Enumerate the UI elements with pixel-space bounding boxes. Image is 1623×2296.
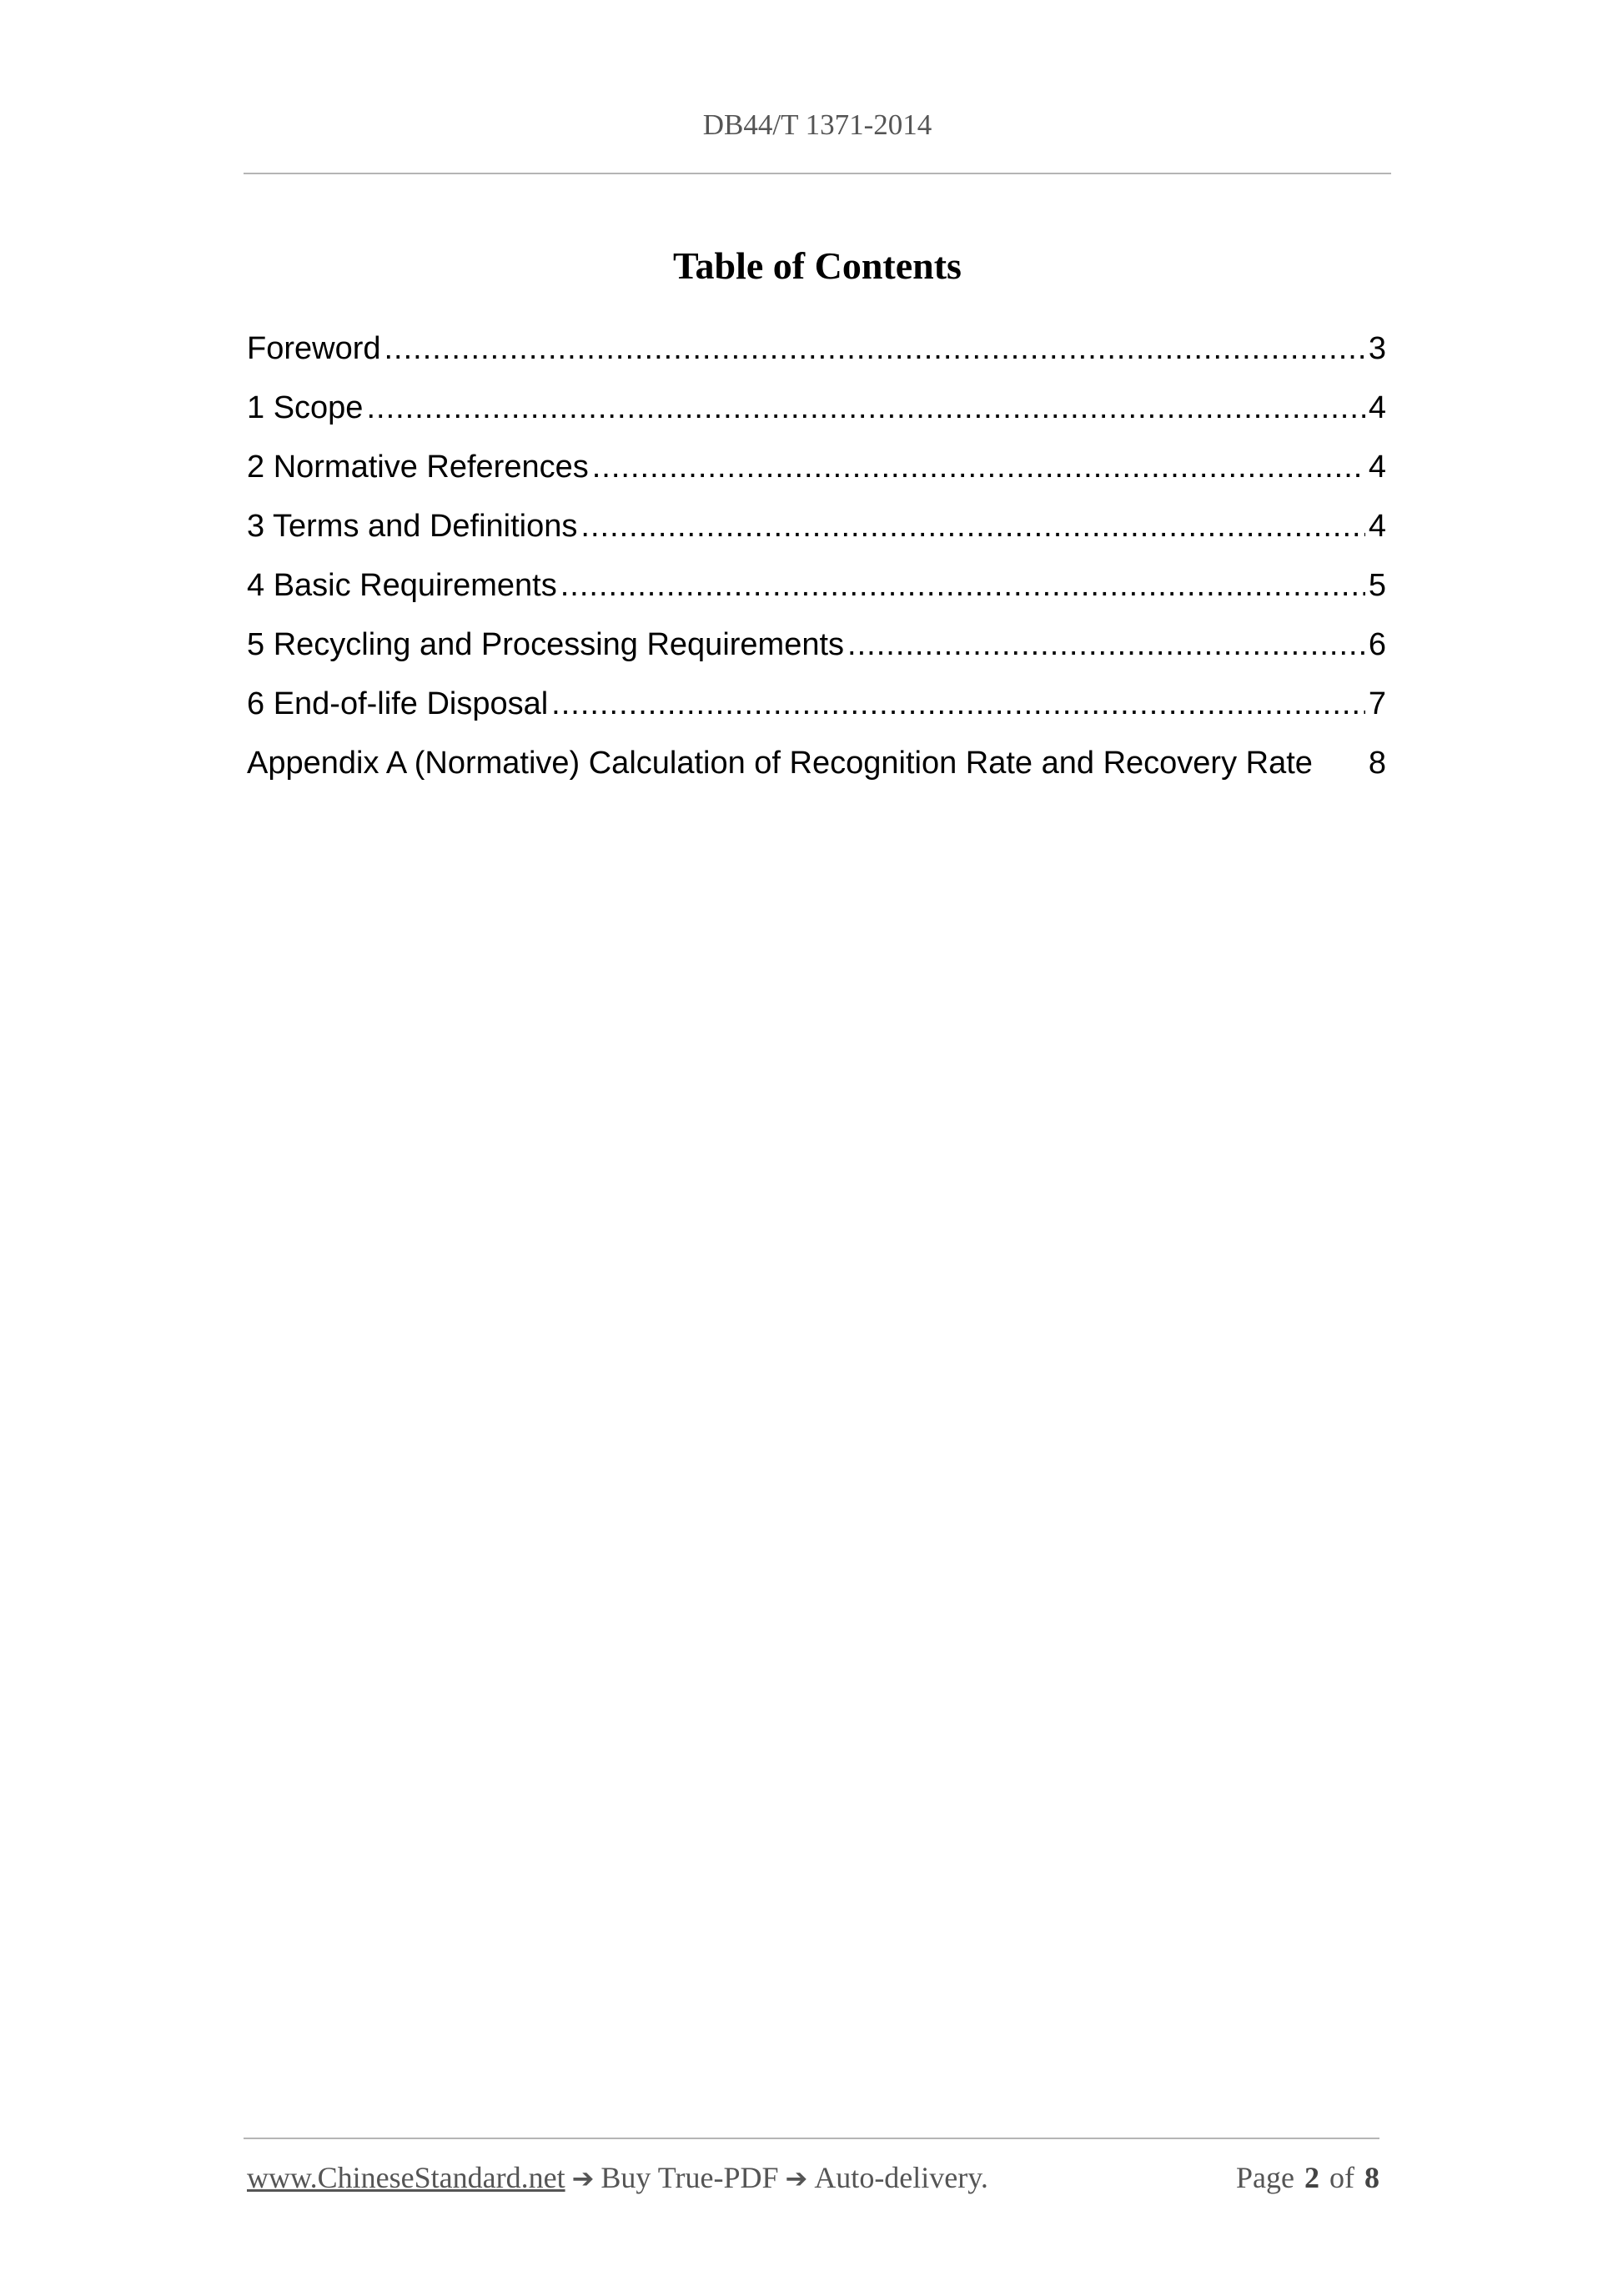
toc-entry-label: 6 End-of-life Disposal xyxy=(247,686,549,721)
footer-purchase-info xyxy=(247,2160,988,2195)
of-word: of xyxy=(1329,2161,1354,2194)
toc-entry-label: Appendix A (Normative) Calculation of Recognition Rate and Recovery Rate xyxy=(247,746,1313,781)
toc-entry-appendix-a[interactable] xyxy=(247,740,1386,799)
toc-entry-page: 5 xyxy=(1368,568,1386,603)
toc-entry-normative-references[interactable] xyxy=(247,444,1386,503)
toc-entry-recycling-processing[interactable] xyxy=(247,621,1386,681)
page-number-indicator xyxy=(1236,2160,1379,2195)
arrow-right-icon: ➔ xyxy=(571,2163,595,2194)
toc-dot-leader xyxy=(366,384,1364,431)
toc-entry-basic-requirements[interactable] xyxy=(247,562,1386,621)
toc-entry-label: 4 Basic Requirements xyxy=(247,568,557,603)
toc-dot-leader xyxy=(580,503,1364,550)
toc-dot-leader xyxy=(592,444,1365,490)
header-divider xyxy=(244,173,1391,174)
toc-entry-label: 1 Scope xyxy=(247,390,364,425)
toc-dot-leader xyxy=(384,325,1365,372)
toc-entry-end-of-life-disposal[interactable] xyxy=(247,681,1386,740)
toc-entry-page: 3 xyxy=(1368,331,1386,366)
site-link[interactable]: www.ChineseStandard.net xyxy=(247,2161,565,2194)
toc-entry-label: 2 Normative References xyxy=(247,450,589,485)
toc-entry-page: 7 xyxy=(1368,686,1386,721)
toc-entry-scope[interactable] xyxy=(247,384,1386,444)
table-of-contents xyxy=(247,325,1386,799)
page-footer xyxy=(247,2160,1379,2195)
toc-entry-page: 8 xyxy=(1368,746,1386,781)
toc-entry-label: 5 Recycling and Processing Requirements xyxy=(247,627,845,662)
buy-true-pdf-text: Buy True-PDF xyxy=(600,2161,779,2194)
toc-entry-page: 4 xyxy=(1368,390,1386,425)
toc-dot-leader xyxy=(847,621,1365,668)
toc-entry-page: 6 xyxy=(1368,627,1386,662)
toc-title: Table of Contents xyxy=(673,244,962,287)
toc-entry-label: 3 Terms and Definitions xyxy=(247,509,578,544)
auto-delivery-text: Auto-delivery. xyxy=(814,2161,988,2194)
footer-divider xyxy=(244,2138,1379,2139)
total-pages-number: 8 xyxy=(1364,2161,1379,2194)
arrow-right-icon: ➔ xyxy=(785,2163,808,2194)
page-header-doc-code: DB44/T 1371-2014 xyxy=(702,108,932,141)
current-page-number: 2 xyxy=(1304,2161,1319,2194)
toc-entry-terms-and-definitions[interactable] xyxy=(247,503,1386,562)
page-word: Page xyxy=(1236,2161,1294,2194)
toc-entry-foreword[interactable] xyxy=(247,325,1386,384)
toc-entry-label: Foreword xyxy=(247,331,381,366)
toc-entry-page: 4 xyxy=(1368,509,1386,544)
toc-dot-leader xyxy=(560,562,1365,609)
toc-entry-page: 4 xyxy=(1368,450,1386,485)
toc-dot-leader xyxy=(551,681,1365,727)
